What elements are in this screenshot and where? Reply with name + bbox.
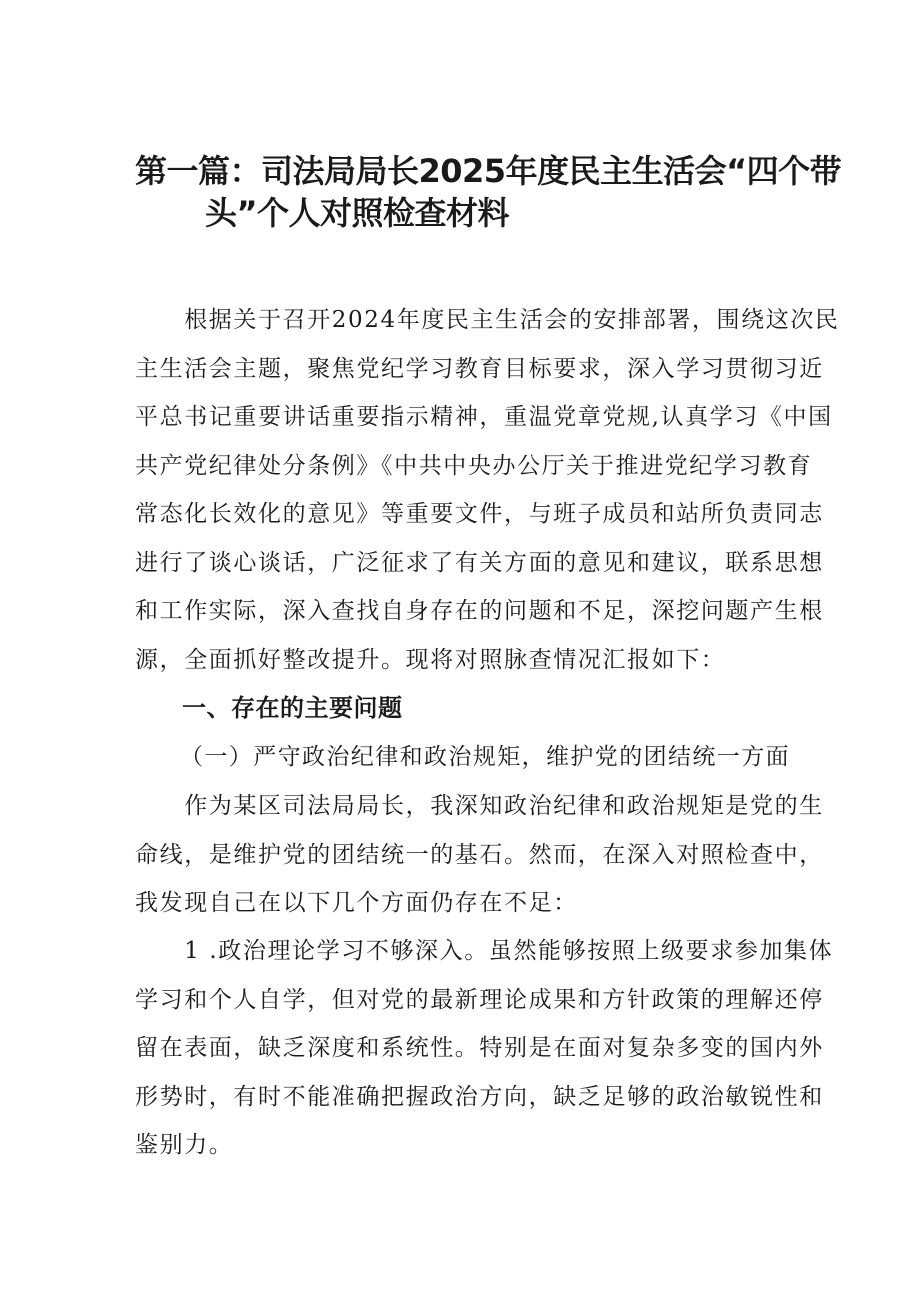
item-paragraph — [135, 927, 834, 1170]
section-heading: 一、存在的主要问题 — [182, 694, 403, 722]
intro-paragraph — [135, 296, 840, 684]
paragraph-line: 常态化长效化的意见》等重要文件，与班子成员和站所负责同志 — [135, 501, 824, 527]
paragraph-line: 共产党纪律处分条例》《中共中央办公厅关于推进党纪学习教育 — [135, 452, 813, 479]
paragraph-line: 1 .政治理论学习不够深入。虽然能够按照上级要求参加集体 — [135, 938, 834, 964]
paragraph-line: 我发现自己在以下几个方面仍存在不足： — [135, 890, 578, 916]
paragraph-line: 鉴别力。 — [135, 1132, 234, 1158]
subsection-heading: （一）严守政治纪律和政治规矩，维护党的团结统一方面 — [180, 744, 790, 770]
document-title-line-1: 第一篇：司法局局长2025年度民主生活会“四个带 — [135, 152, 842, 190]
paragraph-line: 学习和个人自学，但对党的最新理论成果和方针政策的理解还停 — [135, 986, 824, 1013]
paragraph-line: 主生活会主题，聚焦党纪学习教育目标要求，深入学习贯彻习近 — [135, 355, 824, 382]
document-title-line-2: 头”个人对照检查材料 — [205, 194, 510, 232]
paragraph-line: 源，全面抓好整改提升。现将对照脉查情况汇报如下： — [135, 646, 726, 673]
paragraph-line: 留在表面，缺乏深度和系统性。特别是在面对复杂多变的国内外 — [135, 1035, 824, 1061]
paragraph-line: 根据关于召开2024年度民主生活会的安排部署，围绕这次民 — [135, 307, 840, 333]
paragraph-line: 作为某区司法局局长，我深知政治纪律和政治规矩是党的生 — [135, 793, 824, 819]
paragraph-line: 和工作实际，深入查找自身存在的问题和不足，深挖问题产生根 — [135, 598, 824, 624]
paragraph-line: 命线，是维护党的团结统一的基石。然而，在深入对照检查中， — [135, 841, 824, 868]
paragraph-line: 平总书记重要讲话重要指示精神，重温党章党规,认真学习《中国 — [135, 404, 833, 430]
paragraph-line: 形势时，有时不能准确把握政治方向，缺乏足够的政治敏锐性和 — [135, 1083, 824, 1110]
subsection-paragraph — [135, 782, 824, 928]
paragraph-line: 进行了谈心谈话，广泛征求了有关方面的意见和建议，联系思想 — [135, 549, 824, 576]
